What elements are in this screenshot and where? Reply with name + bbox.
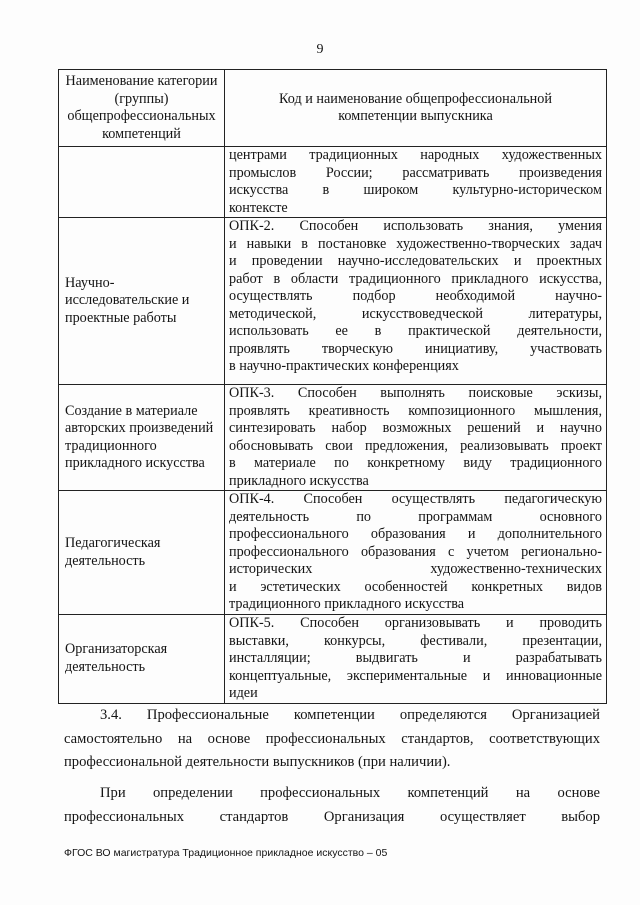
- competence-line: деятельность по программам основного: [229, 508, 602, 525]
- competence-line: профессионального образования с учетом регионально-: [229, 543, 602, 560]
- category-cell: Научно-исследовательские и проектные работы: [59, 218, 225, 385]
- competence-line: промыслов России; рассматривать произведения: [229, 164, 602, 181]
- competence-line: работ в области традиционного прикладного искусства,: [229, 270, 602, 287]
- competence-line: идеи: [229, 685, 258, 701]
- table-row: [59, 615, 607, 704]
- table-row: [59, 491, 607, 615]
- paragraph-line: 3.4. Профессиональные компетенции определяются Организацией: [100, 707, 600, 723]
- competence-line: исторических художественно-технических: [229, 561, 602, 577]
- table-header-row: [59, 70, 607, 147]
- competence-line: в научно-практических конференциях: [229, 358, 459, 374]
- competence-line: методической, искусствоведческой литературы,: [229, 305, 602, 322]
- competence-line: ОПК-3. Способен выполнять поисковые эскизы,: [229, 385, 602, 401]
- competence-table: [58, 69, 607, 704]
- paragraph-professional-standards: [64, 782, 600, 829]
- competence-line: синтезировать набор возможных решений и научно: [229, 420, 602, 436]
- competence-line: концептуальные, экспериментальные и инновационные: [229, 667, 602, 684]
- paragraph-line: самостоятельно на основе профессиональных стандартов, соответствующих: [64, 730, 600, 747]
- competence-line: профессионального образования и дополнительного: [229, 526, 602, 542]
- header-competence-column: Код и наименование общепрофессиональной компетенции выпускника: [225, 70, 607, 147]
- competence-line: осуществлять подбор необходимой научно-: [229, 288, 602, 304]
- competence-line: прикладного искусства: [229, 472, 369, 489]
- competence-line: проявлять креативность композиционного мышления,: [229, 402, 602, 419]
- competence-line: инсталляции; выдвигать и разрабатывать: [229, 650, 602, 666]
- competence-line: контексте: [229, 199, 288, 216]
- competence-line: и эстетических особенностей конкретных видов: [229, 578, 602, 595]
- category-cell: Организаторская деятельность: [59, 615, 225, 704]
- competence-line: ОПК-2. Способен использовать знания, умения: [229, 218, 602, 234]
- competence-line: традиционного прикладного искусства: [229, 596, 465, 612]
- competence-cell: [225, 491, 607, 615]
- competence-cell: [225, 385, 607, 491]
- paragraph-3-4: [64, 704, 600, 775]
- paragraph-line: профессиональных стандартов Организация осуществляет выбор: [64, 808, 600, 825]
- competence-line: искусства в широком культурно-историческом: [229, 182, 602, 198]
- competence-cell: [225, 615, 607, 704]
- competence-line: ОПК-4. Способен осуществлять педагогическую: [229, 491, 602, 507]
- competence-cell: [225, 218, 607, 385]
- competence-line: и проведении научно-исследовательских и проектных: [229, 253, 602, 269]
- competence-line: использовать ее в практической деятельности,: [229, 323, 602, 339]
- category-cell: Педагогическая деятельность: [59, 491, 225, 615]
- competence-line: выставки, конкурсы, фестивали, презентации,: [229, 632, 602, 649]
- document-footer: ФГОС ВО магистратура Традиционное прикладное искусство – 05: [64, 847, 388, 859]
- category-cell: [59, 147, 225, 218]
- table-row: [59, 385, 607, 491]
- table-row: [59, 147, 607, 218]
- competence-line: ОПК-5. Способен организовывать и проводить: [229, 615, 602, 631]
- table-row: [59, 218, 607, 385]
- competence-line: в материале по конкретному виду традиционного: [229, 455, 602, 471]
- header-category-column: Наименование категории (группы) общепрофессиональных компетенций: [59, 70, 225, 147]
- paragraph-line: При определении профессиональных компетенций на основе: [100, 785, 600, 801]
- category-cell: Создание в материале авторских произведений традиционного прикладного искусства: [59, 385, 225, 491]
- competence-cell: [225, 147, 607, 218]
- page-number: 9: [316, 42, 324, 57]
- competence-line: центрами традиционных народных художественных: [229, 147, 602, 163]
- competence-line: обосновывать свои предложения, реализовывать проект: [229, 437, 602, 454]
- competence-line: проявлять творческую инициативу, участвовать: [229, 340, 602, 357]
- competence-line: и навыки в постановке художественно-творческих задач: [229, 235, 602, 252]
- paragraph-line: профессиональной деятельности выпускников (при наличии).: [64, 754, 451, 770]
